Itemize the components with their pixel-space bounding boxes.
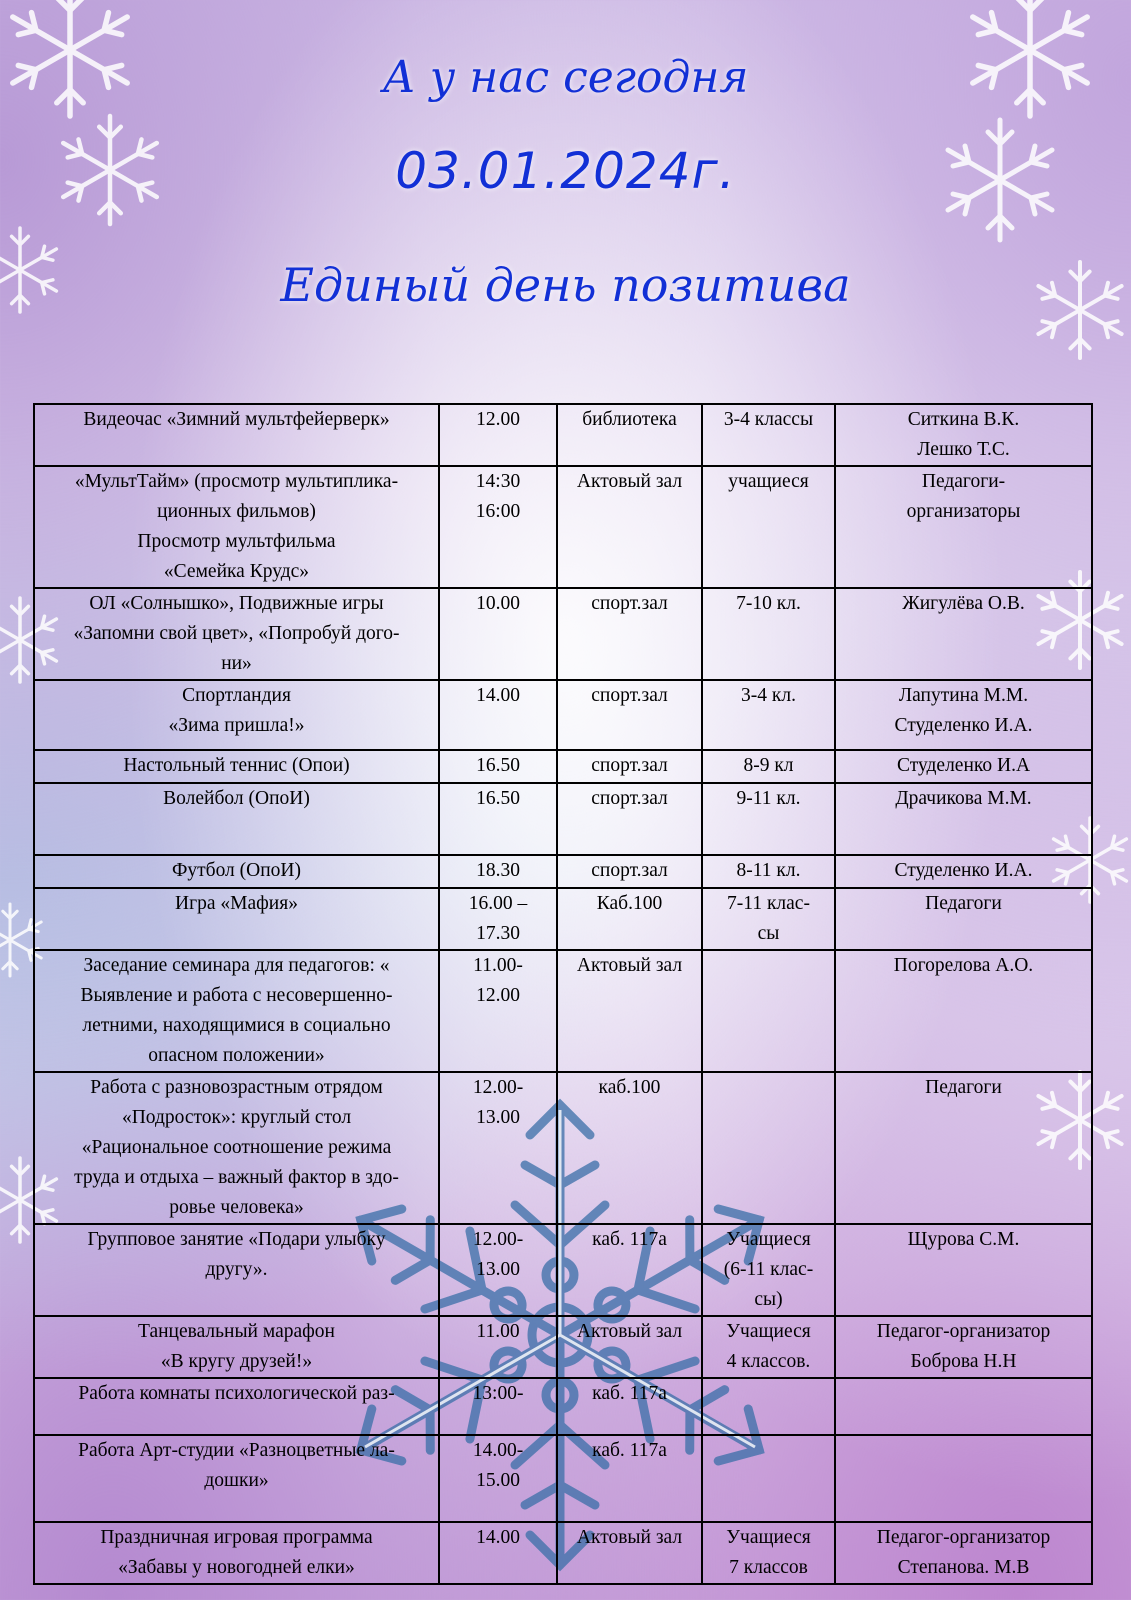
- time-cell: [439, 1224, 557, 1316]
- event-cell-text: «Зима пришла!»: [168, 715, 305, 736]
- time-cell-text: 16.50: [476, 788, 520, 809]
- place-cell: [557, 404, 702, 466]
- table-row: [34, 680, 1092, 750]
- time-cell-text: 14.00-: [472, 1440, 524, 1461]
- time-cell-text: 12.00: [476, 985, 520, 1006]
- audience-cell-text: 3-4 кл.: [741, 685, 796, 706]
- place-cell-text: каб. 117а: [592, 1229, 667, 1250]
- audience-cell-text: 4 классов.: [726, 1351, 811, 1372]
- time-cell-text: 18.30: [476, 860, 520, 881]
- place-cell: [557, 1316, 702, 1378]
- place-cell-text: спорт.зал: [591, 860, 668, 881]
- audience-cell: [702, 466, 835, 588]
- responsible-cell: [835, 588, 1092, 680]
- time-cell: [439, 783, 557, 855]
- audience-cell-text: Учащиеся: [726, 1229, 811, 1250]
- time-cell: [439, 680, 557, 750]
- responsible-cell: [835, 404, 1092, 466]
- table-row: [34, 404, 1092, 466]
- responsible-cell-text: Педагоги: [925, 893, 1002, 914]
- audience-cell-text: 9-11 кл.: [736, 788, 801, 809]
- event-cell-text: дошки»: [204, 1470, 269, 1491]
- place-cell-text: Каб.100: [596, 893, 663, 914]
- place-cell-text: каб. 117а: [592, 1440, 667, 1461]
- event-cell: [34, 1522, 439, 1584]
- time-cell-text: 11.00: [476, 1321, 520, 1342]
- place-cell: [557, 783, 702, 855]
- event-cell-text: Работа комнаты психологической раз-: [78, 1383, 395, 1404]
- event-cell-text: летними, находящимися в социально: [82, 1015, 391, 1036]
- event-cell-text: Волейбол (ОпоИ): [163, 788, 310, 809]
- schedule-table: [33, 403, 1093, 1585]
- audience-cell-text: 8-11 кл.: [736, 860, 801, 881]
- responsible-cell-text: Щурова С.М.: [907, 1229, 1020, 1250]
- responsible-cell: [835, 783, 1092, 855]
- place-cell: [557, 680, 702, 750]
- event-cell-text: «Подросток»: круглый стол: [121, 1107, 352, 1128]
- event-cell: [34, 750, 439, 783]
- responsible-cell: [835, 1522, 1092, 1584]
- audience-cell: [702, 783, 835, 855]
- audience-cell-text: (6-11 клас-: [723, 1259, 814, 1280]
- event-cell-text: ровье человека»: [169, 1197, 304, 1218]
- time-cell-text: 16.50: [476, 755, 520, 776]
- event-cell-text: Групповое занятие «Подари улыбку: [87, 1229, 386, 1250]
- place-cell: [557, 950, 702, 1072]
- place-cell-text: спорт.зал: [591, 788, 668, 809]
- audience-cell: [702, 588, 835, 680]
- place-cell: [557, 1224, 702, 1316]
- responsible-cell-text: Педагог-организатор: [876, 1321, 1051, 1342]
- event-cell-text: Праздничная игровая программа: [100, 1527, 373, 1548]
- time-cell: [439, 1072, 557, 1224]
- place-cell: [557, 466, 702, 588]
- time-cell-text: 17.30: [476, 923, 520, 944]
- responsible-cell: [835, 1378, 1092, 1435]
- place-cell: [557, 888, 702, 950]
- responsible-cell-text: Боброва Н.Н: [910, 1351, 1017, 1372]
- audience-cell: [702, 1435, 835, 1522]
- audience-cell-text: сы): [754, 1289, 783, 1310]
- time-cell: [439, 750, 557, 783]
- table-row: [34, 783, 1092, 855]
- audience-cell-text: Учащиеся: [726, 1321, 811, 1342]
- event-cell: [34, 950, 439, 1072]
- responsible-cell: [835, 888, 1092, 950]
- header-subtitle: Единый день позитива: [280, 258, 851, 312]
- table-row: [34, 950, 1092, 1072]
- table-row: [34, 855, 1092, 888]
- event-cell-text: «В кругу друзей!»: [160, 1351, 313, 1372]
- time-cell-text: 14.00: [476, 685, 520, 706]
- event-cell-text: «МультТайм» (просмотр мультиплика-: [74, 471, 399, 492]
- time-cell-text: 13:00-: [472, 1383, 524, 1404]
- time-cell: [439, 888, 557, 950]
- table-row: [34, 1435, 1092, 1522]
- audience-cell: [702, 750, 835, 783]
- event-cell: [34, 1072, 439, 1224]
- place-cell: [557, 1378, 702, 1435]
- time-cell: [439, 588, 557, 680]
- time-cell-text: 11.00-: [473, 955, 523, 976]
- audience-cell-text: сы: [757, 923, 780, 944]
- place-cell: [557, 1522, 702, 1584]
- place-cell: [557, 855, 702, 888]
- place-cell-text: Актовый зал: [576, 1527, 683, 1548]
- responsible-cell-text: Драчикова М.М.: [895, 788, 1032, 809]
- event-cell-text: Игра «Мафия»: [175, 893, 298, 914]
- event-cell-text: ни»: [221, 653, 252, 674]
- audience-cell: [702, 855, 835, 888]
- audience-cell: [702, 888, 835, 950]
- audience-cell: [702, 950, 835, 1072]
- table-row: [34, 1316, 1092, 1378]
- place-cell-text: Актовый зал: [576, 471, 683, 492]
- event-cell-text: Настольный теннис (Опои): [123, 755, 350, 776]
- audience-cell: [702, 404, 835, 466]
- audience-cell-text: 3-4 классы: [723, 409, 814, 430]
- responsible-cell-text: Педагоги-: [921, 471, 1006, 492]
- event-cell-text: Футбол (ОпоИ): [171, 860, 302, 881]
- responsible-cell-text: Ситкина В.К.: [907, 409, 1020, 430]
- audience-cell: [702, 1072, 835, 1224]
- time-cell-text: 16.00 –: [468, 893, 528, 914]
- responsible-cell: [835, 750, 1092, 783]
- table-row: [34, 588, 1092, 680]
- responsible-cell: [835, 1316, 1092, 1378]
- responsible-cell-text: Студеленко И.А.: [894, 860, 1033, 881]
- time-cell: [439, 466, 557, 588]
- place-cell: [557, 1435, 702, 1522]
- event-cell: [34, 1435, 439, 1522]
- audience-cell-text: 8-9 кл: [743, 755, 794, 776]
- table-row: [34, 1224, 1092, 1316]
- event-cell-text: Видеочас «Зимний мультфейерверк»: [83, 409, 390, 430]
- event-cell: [34, 680, 439, 750]
- audience-cell-text: Учащиеся: [726, 1527, 811, 1548]
- event-cell: [34, 1378, 439, 1435]
- event-cell-text: другу».: [205, 1259, 268, 1280]
- time-cell-text: 13.00: [476, 1107, 520, 1128]
- event-cell-text: «Запомни свой цвет», «Попробуй дого-: [73, 623, 400, 644]
- responsible-cell: [835, 1435, 1092, 1522]
- time-cell: [439, 1435, 557, 1522]
- event-cell-text: Спортландия: [182, 685, 291, 706]
- place-cell-text: каб. 117а: [592, 1383, 667, 1404]
- responsible-cell-text: Жигулёва О.В.: [902, 593, 1025, 614]
- time-cell-text: 16:00: [475, 501, 521, 522]
- audience-cell-text: учащиеся: [728, 471, 809, 492]
- table-row: [34, 1072, 1092, 1224]
- time-cell-text: 14.00: [476, 1527, 520, 1548]
- table-row: [34, 888, 1092, 950]
- responsible-cell: [835, 680, 1092, 750]
- event-cell-text: ОЛ «Солнышко», Подвижные игры: [89, 593, 384, 614]
- time-cell: [439, 404, 557, 466]
- header-date: 03.01.2024г.: [395, 142, 736, 200]
- responsible-cell-text: Педагоги: [925, 1077, 1002, 1098]
- table-row: [34, 1378, 1092, 1435]
- time-cell: [439, 950, 557, 1072]
- event-cell-text: Выявление и работа с несовершенно-: [80, 985, 393, 1006]
- place-cell-text: Актовый зал: [576, 955, 683, 976]
- responsible-cell-text: Лешко Т.С.: [917, 439, 1010, 460]
- place-cell-text: спорт.зал: [591, 685, 668, 706]
- place-cell-text: спорт.зал: [591, 755, 668, 776]
- responsible-cell-text: Лапутина М.М.: [898, 685, 1029, 706]
- event-cell-text: Работа Арт-студии «Разноцветные ла-: [78, 1440, 395, 1461]
- event-cell-text: Работа с разновозрастным отрядом: [90, 1077, 383, 1098]
- audience-cell-text: 7-11 клас-: [727, 893, 810, 914]
- event-cell: [34, 888, 439, 950]
- event-cell-text: «Рациональное соотношение режима: [81, 1137, 392, 1158]
- responsible-cell: [835, 466, 1092, 588]
- place-cell: [557, 750, 702, 783]
- time-cell-text: 13.00: [476, 1259, 520, 1280]
- event-cell-text: Танцевальный марафон: [138, 1321, 335, 1342]
- event-cell: [34, 1316, 439, 1378]
- table-row: [34, 1522, 1092, 1584]
- header-line-1: А у нас сегодня: [382, 52, 749, 103]
- time-cell: [439, 1316, 557, 1378]
- responsible-cell: [835, 855, 1092, 888]
- audience-cell: [702, 1224, 835, 1316]
- event-cell-text: «Семейка Крудс»: [163, 561, 310, 582]
- time-cell-text: 12.00-: [472, 1229, 524, 1250]
- time-cell-text: 14:30: [475, 471, 521, 492]
- audience-cell: [702, 1316, 835, 1378]
- place-cell-text: библиотека: [582, 409, 677, 430]
- table-row: [34, 750, 1092, 783]
- responsible-cell: [835, 1072, 1092, 1224]
- audience-cell-text: 7 классов: [729, 1557, 808, 1578]
- event-cell-text: Просмотр мультфильма: [137, 531, 336, 552]
- event-cell: [34, 1224, 439, 1316]
- time-cell-text: 12.00-: [472, 1077, 524, 1098]
- place-cell: [557, 1072, 702, 1224]
- responsible-cell-text: организаторы: [906, 501, 1021, 522]
- place-cell-text: каб.100: [598, 1077, 661, 1098]
- time-cell-text: 12.00: [476, 409, 520, 430]
- event-cell: [34, 404, 439, 466]
- event-cell: [34, 783, 439, 855]
- responsible-cell-text: Педагог-организатор: [876, 1527, 1051, 1548]
- responsible-cell: [835, 1224, 1092, 1316]
- audience-cell: [702, 1378, 835, 1435]
- place-cell: [557, 588, 702, 680]
- place-cell-text: Актовый зал: [576, 1321, 683, 1342]
- event-cell-text: ционных фильмов): [157, 501, 316, 522]
- audience-cell: [702, 1522, 835, 1584]
- event-cell-text: опасном положении»: [148, 1045, 325, 1066]
- responsible-cell-text: Погорелова А.О.: [893, 955, 1034, 976]
- audience-cell-text: 7-10 кл.: [736, 593, 801, 614]
- responsible-cell-text: Студеленко И.А: [896, 755, 1031, 776]
- event-cell: [34, 466, 439, 588]
- time-cell-text: 10.00: [476, 593, 520, 614]
- time-cell: [439, 1522, 557, 1584]
- event-cell-text: труда и отдыха – важный фактор в здо-: [74, 1167, 399, 1188]
- table-row: [34, 466, 1092, 588]
- time-cell: [439, 855, 557, 888]
- audience-cell: [702, 680, 835, 750]
- responsible-cell: [835, 950, 1092, 1072]
- responsible-cell-text: Степанова. М.В: [897, 1557, 1030, 1578]
- event-cell-text: «Забавы у новогодней елки»: [118, 1557, 355, 1578]
- event-cell: [34, 588, 439, 680]
- time-cell-text: 15.00: [476, 1470, 520, 1491]
- event-cell-text: Заседание семинара для педагогов: «: [83, 955, 390, 976]
- event-cell: [34, 855, 439, 888]
- time-cell: [439, 1378, 557, 1435]
- place-cell-text: спорт.зал: [591, 593, 668, 614]
- responsible-cell-text: Студеленко И.А.: [894, 715, 1033, 736]
